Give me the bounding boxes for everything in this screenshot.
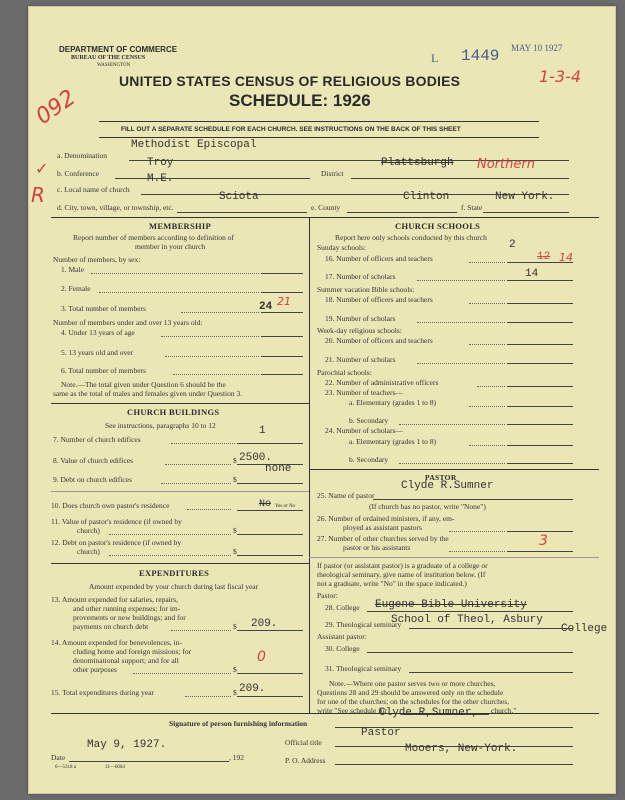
rule (507, 551, 573, 552)
q10-value: No (259, 499, 272, 510)
pastor-note-2: Questions 28 and 29 should be answered only on the schedule (317, 688, 504, 697)
q16-value: 12 (537, 251, 551, 263)
membership-intro-2: member in your church (135, 242, 206, 251)
form-title: UNITED STATES CENSUS OF RELIGIOUS BODIES (119, 73, 461, 89)
sunday-schools-value: 2 (509, 239, 516, 251)
leader (109, 555, 231, 556)
rule (237, 696, 303, 697)
district-value: Plattsburgh (381, 157, 454, 169)
q20-label: 20. Number of officers and teachers (325, 336, 433, 345)
signature-label: Signature of person furnishing information (169, 719, 308, 728)
q29-label: 29. Theological seminary (325, 620, 402, 629)
instruction-text: FILL OUT A SEPARATE SCHEDULE FOR EACH CHURCH. SEE INSTRUCTIONS ON THE BACK OF THIS SHEET (121, 126, 461, 133)
q8-value: 2500. (239, 452, 273, 464)
q14-label-2: cluding home and foreign missions; for (73, 647, 192, 656)
rule (507, 386, 573, 387)
leader (185, 696, 231, 697)
rule (507, 280, 573, 281)
rule (507, 322, 573, 323)
q3-hand: 21 (277, 295, 291, 308)
q23b-label: b. Secondary (349, 416, 389, 425)
rule (367, 652, 573, 653)
pastor-head: Pastor: (317, 591, 338, 600)
q24-label: 24. Number of scholars— (325, 426, 403, 435)
q14-label-1: 14. Amount expended for benevolences, in- (51, 638, 183, 647)
form-code-2: 11—6064 (105, 765, 125, 770)
q10-options: Yes or No (275, 504, 296, 509)
q22-label: 22. Number of administrative officers (325, 378, 439, 387)
q24a-label: a. Elementary (grades 1 to 8) (349, 437, 437, 446)
rule (237, 555, 303, 556)
q13-label-3: provements or new buildings; and for (73, 613, 186, 622)
q31-label: 31. Theological seminary (325, 664, 402, 673)
leader (187, 509, 231, 510)
leader (469, 344, 505, 345)
column-divider (309, 217, 310, 713)
q27-label-2: pastor or his assistants (343, 543, 411, 552)
official-title-value: Pastor (361, 727, 401, 739)
weekday-label: Week-day religious schools: (317, 326, 402, 335)
city-value: Sciota (219, 191, 259, 203)
stamp-letter: L (431, 51, 439, 65)
q3-label: 3. Total number of members (61, 304, 146, 313)
pastor-note-4: write "See schedule for (317, 706, 387, 715)
expenditures-intro: Amount expended by your church during last fiscal year (89, 582, 259, 591)
hand-code: 1-3-4 (539, 67, 582, 86)
q28-label: 28. College (325, 603, 360, 612)
sunday-schools-label: Sunday schools: (317, 243, 366, 252)
rule (261, 374, 303, 375)
q12-label-2: church) (77, 547, 100, 556)
rule (237, 534, 303, 535)
rule (51, 491, 309, 492)
rule (237, 673, 303, 674)
q13-label-2: and other running expenses; for im- (73, 604, 181, 613)
q19-label: 19. Number of scholars (325, 314, 396, 323)
schedule-title: SCHEDULE: 1926 (229, 91, 371, 110)
leader (449, 531, 505, 532)
year-suffix: , 192 (229, 753, 244, 762)
date-label: Date (51, 753, 66, 762)
check-mark: ✓ (35, 159, 49, 178)
rule (409, 628, 573, 629)
expenditures-title: EXPENDITURES (139, 568, 210, 578)
rule (373, 499, 573, 500)
q29-extra: College (561, 623, 608, 635)
denomination-label: a. Denomination (57, 151, 107, 160)
q14-label-4: other purposes (73, 665, 117, 674)
leader (171, 630, 231, 631)
q2-label: 2. Female (61, 284, 91, 293)
q13-label-1: 13. Amount expended for salaries, repairs, (51, 595, 179, 604)
divider (309, 469, 599, 470)
hand-left-code: 092 (31, 85, 81, 130)
rule (69, 761, 229, 762)
q26-label-2: ployed as assistant pastors (343, 523, 422, 532)
rule (483, 212, 569, 213)
vacation-label: Summer vacation Bible schools: (317, 285, 415, 294)
rule (507, 303, 573, 304)
leader (399, 463, 505, 464)
city-label: WASHINGTON (97, 63, 131, 68)
q7-label: 7. Number of church edifices (53, 435, 141, 444)
divider (99, 137, 539, 138)
q9-label: 9. Debt on church edifices (53, 475, 132, 484)
buildings-intro: See instructions, paragraphs 10 to 12 (105, 421, 216, 430)
divider (99, 121, 539, 122)
leader (165, 356, 259, 357)
state-label: f. State (461, 203, 483, 212)
q25-note: (If church has no pastor, write "None") (369, 502, 486, 511)
q17-value: 14 (525, 268, 539, 280)
pastor-note-5: church." (491, 706, 517, 715)
dollar-sign: $ (233, 475, 237, 484)
q4-label: 4. Under 13 years of age (61, 328, 135, 337)
q7-value: 1 (259, 425, 266, 437)
q23a-label: a. Elementary (grades 1 to 8) (349, 398, 437, 407)
q23-label: 23. Number of teachers— (325, 388, 403, 397)
graduate-note-3: not a graduate, write "No" in the space indicated.) (317, 579, 467, 588)
q6-label: 6. Total number of members (61, 366, 146, 375)
q15-value: 209. (239, 683, 266, 695)
rule (335, 764, 573, 765)
leader (181, 312, 259, 313)
rule (507, 406, 573, 407)
district-hand: Northern (477, 157, 535, 172)
q16-label: 16. Number of officers and teachers (325, 254, 433, 263)
membership-title: MEMBERSHIP (149, 221, 212, 231)
leader (91, 273, 259, 274)
q21-label: 21. Number of scholars (325, 355, 396, 364)
membership-note-2: same as the total of males and females given under Question 3. (53, 389, 243, 398)
under13-head: Number of members under and over 13 years old: (53, 318, 203, 327)
buildings-title: CHURCH BUILDINGS (127, 407, 220, 417)
form-code: 6—5318 a (55, 765, 76, 770)
department-label: DEPARTMENT OF COMMERCE (59, 45, 178, 54)
q26-label-1: 26. Number of ordained ministers, if any, em- (317, 514, 455, 523)
leader (417, 280, 505, 281)
dollar-sign: $ (233, 547, 237, 556)
q9-value: none (265, 463, 292, 475)
rule (347, 212, 457, 213)
leader (161, 483, 231, 484)
q11-label-1: 11. Value of pastor's residence (if owned by (51, 517, 182, 526)
leader (417, 322, 505, 323)
official-title-label: Official title (285, 738, 322, 747)
rule (367, 611, 573, 612)
by-sex-label: Number of members, by sex: (53, 255, 141, 264)
rule (237, 443, 303, 444)
rule (261, 336, 303, 337)
leader (469, 262, 505, 263)
district-label: District (321, 169, 344, 178)
divider (51, 563, 309, 564)
membership-note-1: Note.—The total given under Question 6 should be the (61, 380, 226, 389)
q18-label: 18. Number of officers and teachers (325, 295, 433, 304)
rule (261, 292, 303, 293)
rule (507, 344, 573, 345)
leader (165, 464, 231, 465)
graduate-note-1: If pastor (or assistant pastor) is a graduate of a college or (317, 561, 488, 570)
rule (237, 510, 303, 511)
address-label: P. O. Address (285, 756, 326, 765)
q1-label: 1. Male (61, 265, 84, 274)
dollar-sign: $ (233, 665, 237, 674)
q3-value: 24 (259, 301, 273, 313)
q28-value: Eugene Bible University (375, 599, 527, 611)
q8-label: 8. Value of church edifices (53, 456, 134, 465)
leader (161, 336, 259, 337)
rule (115, 178, 310, 179)
rule (237, 630, 303, 631)
dollar-sign: $ (233, 456, 237, 465)
membership-intro-1: Report number of members according to definition of (73, 233, 234, 242)
church-name-label: c. Local name of church (57, 185, 130, 194)
county-value: Clinton (403, 191, 450, 203)
q11-label-2: church) (77, 526, 100, 535)
divider (51, 403, 309, 404)
q24b-label: b. Secondary (349, 455, 389, 464)
rule (237, 483, 303, 484)
graduate-note-2: theological seminary, give name of institution below. (If (317, 570, 486, 579)
leader (399, 424, 505, 425)
q12-label-1: 12. Debt on pastor's residence (if owned by (51, 538, 182, 547)
stamp-number: 1449 (461, 47, 500, 65)
pastor-note-1: Note.—Where one pastor serves two or more churches, (329, 679, 496, 688)
stamp-date: MAY 10 1927 (511, 43, 563, 53)
q29-value: School of Theol, Asbury (391, 614, 543, 626)
rule (507, 463, 573, 464)
parochial-label: Parochial schools: (317, 368, 372, 377)
rule (507, 363, 573, 364)
rule (507, 424, 573, 425)
q15-label: 15. Total expenditures during year (51, 688, 154, 697)
q14-label-3: denominational support; and for all (73, 656, 179, 665)
rule (351, 178, 569, 179)
leader (477, 386, 505, 387)
rule (261, 273, 303, 274)
pastor-title: PASTOR (425, 473, 457, 482)
q13-label-4: payments on church debt (73, 622, 149, 631)
q25-label: 25. Name of pastor (317, 491, 375, 500)
leader (469, 303, 505, 304)
rule (409, 672, 573, 673)
rule (309, 557, 599, 558)
address-value: Mooers, New-York. (405, 743, 518, 755)
q27-value: 3 (539, 533, 548, 549)
q27-label-1: 27. Number of other churches served by the (317, 534, 449, 543)
rule (177, 212, 307, 213)
bureau-label: BUREAU OF THE CENSUS (71, 55, 146, 61)
city-town-label: d. City, town, village, or township, etc. (57, 203, 174, 212)
leader (133, 673, 231, 674)
schools-title: CHURCH SCHOOLS (395, 221, 481, 231)
q16-hand: 14 (559, 251, 573, 264)
rule (261, 356, 303, 357)
q30-label: 30. College (325, 644, 360, 653)
hand-mark-r: R (31, 183, 45, 207)
leader (173, 374, 259, 375)
dollar-sign: $ (233, 526, 237, 535)
conference-value: Troy (147, 157, 174, 169)
leader (171, 443, 235, 444)
leader (109, 534, 231, 535)
rule (507, 445, 573, 446)
q10-label: 10. Does church own pastor's residence (51, 501, 170, 510)
dollar-sign: $ (233, 688, 237, 697)
county-label: e. County (311, 203, 341, 212)
schools-intro: Report here only schools conducted by this church (335, 233, 487, 242)
leader (469, 406, 505, 407)
leader (417, 363, 505, 364)
leader (449, 551, 505, 552)
rule (507, 531, 573, 532)
signature-value: Clyde R,Sumner, (379, 707, 479, 719)
q14-value: 0 (257, 649, 266, 665)
state-value: New York. (495, 191, 555, 203)
census-schedule-form (28, 6, 616, 794)
denomination-value: Methodist Episcopal (131, 139, 257, 151)
dollar-sign: $ (233, 622, 237, 631)
leader (99, 292, 259, 293)
pastor-name-value: Clyde R.Sumner (401, 480, 494, 492)
leader (469, 445, 505, 446)
divider (51, 713, 599, 714)
assistant-head: Assistant pastor: (317, 632, 367, 641)
pastor-note-3: for one of the churches; on the schedules for the other churches, (317, 697, 510, 706)
date-value: May 9, 1927. (87, 739, 167, 751)
q13-value: 209. (251, 618, 278, 630)
conference-label: b. Conference (57, 169, 100, 178)
church-name-value: M.E. (147, 173, 174, 185)
q17-label: 17. Number of scholars (325, 272, 396, 281)
divider (51, 217, 599, 218)
q5-label: 5. 13 years old and over (61, 348, 134, 357)
